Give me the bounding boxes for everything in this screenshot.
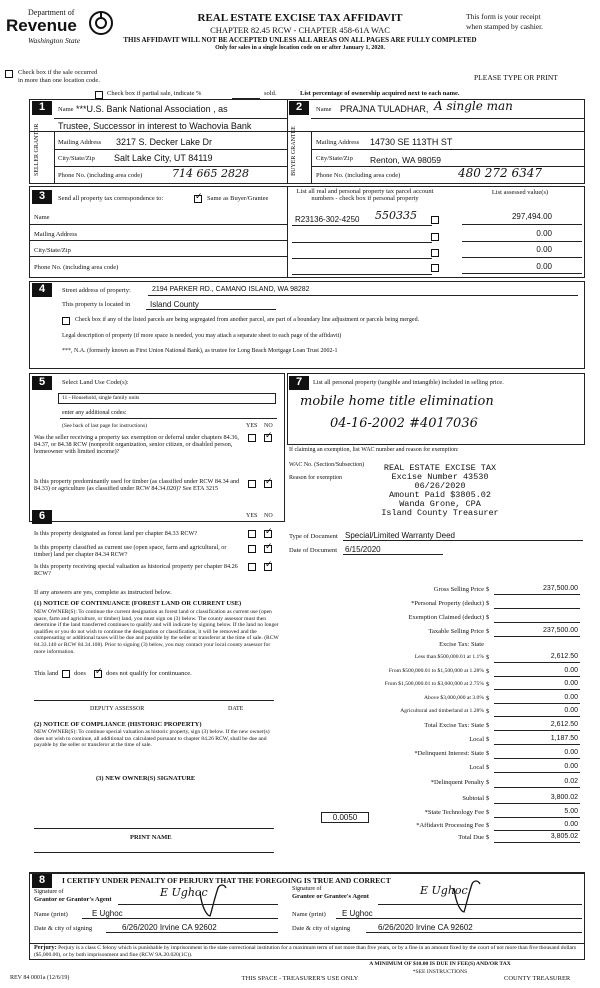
grantee-date-label: Date & city of signing: [292, 925, 351, 932]
this-land-label: This land: [34, 670, 59, 677]
county-field[interactable]: Island County: [150, 300, 199, 309]
legal-description-text: ***, N.A. (formerly known as First Union National Bank), as trustee for Long Beach Mortgage Loan Trust 2002-1: [62, 348, 338, 354]
parcel-list-header: List all real and personal property tax parcel account numbers - check box if personal property: [296, 188, 434, 202]
tax-row-line: [494, 817, 580, 818]
seller-name-line2[interactable]: Trustee, Successor in interest to Wachovia Bank: [58, 121, 252, 131]
tax-row-value[interactable]: 0.00: [564, 763, 578, 770]
tax-row-line: [494, 772, 580, 773]
tax-row-label: Agricultural and timberland at 1.28%: [400, 708, 484, 714]
does-label: does: [74, 670, 86, 677]
buyer-name-field[interactable]: PRAJNA TULADHAR,: [340, 104, 429, 114]
tax-row-dollar: $: [486, 822, 490, 829]
seller-name-field[interactable]: ***U.S. Bank National Association , as: [76, 104, 228, 114]
sec5-yes-label: YES: [246, 423, 258, 429]
grantor-signature-mark: [196, 880, 232, 920]
tax-row-line: [494, 636, 580, 637]
section-7-badge: 7: [289, 376, 309, 390]
stamp-line-6: Island County Treasurer: [381, 508, 499, 518]
tax-row-line: [494, 758, 580, 759]
sec6-yes-label: YES: [246, 513, 258, 519]
if-yes-instructions: If any answers are yes, complete as instructed below.: [34, 589, 172, 596]
personal-property-handwritten-2: 04-16-2002 #4017036: [330, 416, 478, 431]
corr-address-label: Mailing Address: [34, 231, 78, 238]
street-address-label: Street address of property:: [62, 287, 131, 294]
seller-phone-label: Phone No. (including area code): [58, 172, 143, 179]
tax-row-label: From $500,000.01 to $1,500,000 at 1.28%: [388, 668, 484, 674]
personal-property-label: List all personal property (tangible and intangible) included in selling price.: [313, 379, 504, 386]
grantee-sig-label-1: Signature of: [292, 886, 322, 892]
tax-row-value[interactable]: 2,612.50: [550, 721, 578, 728]
doc-type-field[interactable]: Special/Limited Warranty Deed: [345, 531, 455, 540]
same-as-buyer-label: Same as Buyer/Grantee: [207, 195, 269, 202]
partial-sold-label: sold.: [264, 90, 277, 97]
seller-city-label: City/State/Zip: [58, 155, 95, 162]
tax-row-label: Local: [469, 736, 484, 743]
tax-row-dollar: $: [486, 809, 490, 816]
notice-continuance-title: (1) NOTICE OF CONTINUANCE (FOREST LAND OR CURRENT USE): [34, 600, 242, 607]
grantor-signature[interactable]: E Ughoc: [160, 886, 208, 899]
seller-address-label: Mailing Address: [58, 139, 102, 146]
tax-row-value[interactable]: 5.00: [564, 808, 578, 815]
tax-row-label: Local: [469, 764, 484, 771]
logo-state: Washington State: [28, 36, 81, 45]
assessor-date-label: DATE: [228, 706, 244, 712]
assessed-value-3[interactable]: 0.00: [536, 245, 552, 254]
grantee-name-label: Name (print): [292, 911, 326, 918]
buyer-phone-field[interactable]: 480 272 6347: [458, 166, 542, 180]
additional-codes-label: enter any additional codes:: [62, 410, 127, 416]
assessed-value-1[interactable]: 297,494.00: [511, 212, 552, 221]
notice-continuance-body: NEW OWNER(S): To continue the current designation as forest land or classification as current use (open space, farm and agriculture, or timber) land, you must sign on (3) below. The county assessor must then determine if the land transferred continues to qualify and will indicate by signing below. If the land no longer qualifies or you do not wish to continue the designation or classification, it will be removed and the compensating or additional taxes will be due and payable by the seller or transferor at the time of sale. (RCW 84.33.140 or RCW 84.34.108). Prior to signing (3) below, you may contact your local county assessor for more information.: [34, 609, 279, 655]
tax-row-line: [494, 830, 580, 831]
tax-row-value[interactable]: 237,500.00: [542, 627, 578, 634]
multi-location-label-2: in more than one location code.: [18, 77, 100, 84]
print-name-label: PRINT NAME: [130, 834, 172, 841]
tax-row-line: [494, 716, 580, 717]
doc-date-field[interactable]: 6/15/2020: [345, 545, 381, 554]
county-treasurer-copy: COUNTY TREASURER: [504, 975, 571, 982]
section-1-badge: 1: [32, 101, 52, 115]
certification-statement: I CERTIFY UNDER PENALTY OF PERJURY THAT THE FOREGOING IS TRUE AND CORRECT: [62, 876, 391, 885]
perjury-text: Perjury is a class C felony which is punishable by imprisonment in the state correctional institution for a maximum term of not more than five years, or by a fine in an amount fixed by the court of not more than five thousand dollars ($5,000.00), or by both imprisonment and fine (RCW 9A.20.020(1C)).: [34, 945, 577, 958]
grantor-sig-label-2: Grantor or Grantor's Agent: [34, 896, 112, 903]
grantor-name-label: Name (print): [34, 911, 68, 918]
tax-row-dollar: $: [486, 614, 490, 621]
see-instructions-note: *SEE INSTRUCTIONS: [412, 969, 468, 975]
tax-row-label: Above $3,000,000 at 3.0%: [424, 695, 484, 701]
local-rate-value: 0.0050: [332, 813, 358, 822]
tax-row-line: [494, 622, 580, 623]
buyer-role-label: BUYER GRANTEE: [291, 126, 297, 176]
land-use-label: Select Land Use Code(s):: [62, 379, 129, 386]
tax-row-line: [494, 689, 580, 690]
deputy-assessor-label: DEPUTY ASSESSOR: [90, 706, 145, 712]
tax-row-line: [494, 842, 580, 843]
seller-role-label: SELLER GRANTOR: [34, 123, 40, 176]
stamp-line-2: Excise Number 43530: [391, 472, 489, 482]
parcel-number-1[interactable]: R23136-302-4250: [295, 215, 360, 224]
tax-row-line: [494, 676, 580, 677]
tax-row-value[interactable]: 0.00: [564, 821, 578, 828]
tax-row-dollar: $: [486, 681, 490, 688]
grantee-signature[interactable]: E Ughoc: [420, 884, 468, 897]
grantee-sig-label-2: Grantee or Grantee's Agent: [292, 893, 369, 900]
tax-row-value[interactable]: 1,187.50: [550, 735, 578, 742]
tax-row-label: Gross Selling Price: [433, 586, 484, 593]
tax-row-dollar: $: [486, 708, 490, 715]
logo-revenue: Revenue: [6, 16, 77, 35]
corr-phone-label: Phone No. (including area code): [34, 264, 119, 271]
parcel-handwritten: 550335: [375, 209, 417, 222]
stamp-line-4: Amount Paid $3805.02: [388, 490, 492, 500]
land-use-code-value: 11 - Household, single family units: [62, 395, 140, 401]
tax-row-value[interactable]: 3,805.02: [550, 833, 578, 840]
exemption-question: Was the seller receiving a property tax exemption or deferral under chapters 84.36, 84.37, or 84.38 RCW (nonprofit organization, senior citizen, or disabled person, homeowner with limited income)?: [34, 434, 239, 456]
assessed-value-header: List assessed value(s): [491, 189, 549, 196]
segregation-label: Check box if any of the listed parcels are being segregated from another parcel, are part of a boundary line adjustment or parcels being merged.: [75, 317, 420, 323]
personal-property-handwritten-1: mobile home title elimination: [300, 394, 494, 409]
wac-number-label: WAC No. (Section/Subsection): [289, 462, 365, 468]
forest-land-question: Is this property designated as forest land per chapter 84.33 RCW?: [34, 530, 198, 537]
tax-row-dollar: $: [486, 628, 490, 635]
see-instructions-label: (See back of last page for instructions): [62, 423, 147, 429]
form-note: Only for sales in a single location code on or after January 1, 2020.: [215, 45, 385, 51]
tax-row-line: [494, 803, 580, 804]
tax-row-dollar: $: [486, 764, 490, 771]
tax-row-line: [494, 787, 580, 788]
seller-address-field[interactable]: 3217 S. Decker Lake Dr: [116, 137, 213, 147]
tax-row-dollar: $: [486, 834, 490, 841]
tax-row-value[interactable]: 2,612.50: [550, 653, 578, 660]
stamp-line-1: REAL ESTATE EXCISE TAX: [383, 463, 497, 473]
perjury-statement: [34, 945, 582, 958]
sec5-no-label: NO: [264, 423, 273, 429]
tax-row-label: *State Technology Fee: [424, 809, 484, 816]
tax-row-line: [494, 662, 580, 663]
tax-row-label: *Delinquent Interest: State: [414, 750, 484, 757]
county-label: This property is located in: [62, 301, 131, 308]
tax-row-dollar: $: [486, 736, 490, 743]
partial-sale-label: Check box if partial sale, indicate %: [107, 90, 202, 97]
tax-row-label: Excise Tax: State: [439, 641, 484, 648]
notice-compliance-body: NEW OWNER(S): To continue special valuation as historic property, sign (3) below. If the new owner(s) does not wish to continue, all additional tax calculated pursuant to chapter 84.26 RCW, shall be due and payable by the seller or transferor at the time of sale.: [34, 729, 270, 749]
tax-row-label: *Delinquent Penalty: [430, 779, 484, 786]
street-address-field[interactable]: 2194 PARKER RD., CAMANO ISLAND, WA 98282: [152, 286, 310, 293]
buyer-city-label: City/State/Zip: [316, 155, 353, 162]
tax-row-dollar: $: [486, 668, 490, 675]
tax-row-value[interactable]: 0.00: [564, 680, 578, 687]
seller-phone-field[interactable]: 714 665 2828: [172, 167, 249, 180]
form-number: REV 84 0001a (12/6/19): [10, 975, 70, 981]
notice-compliance-title: (2) NOTICE OF COMPLIANCE (HISTORIC PROPERTY): [34, 721, 202, 728]
grantor-sig-label-1: Signature of: [34, 889, 64, 895]
exemption-claim-label: If claiming an exemption, list WAC number and reason for exemption:: [289, 447, 459, 453]
correspondence-label: Send all property tax correspondence to:: [58, 195, 164, 202]
seller-name-label: Name: [58, 106, 74, 113]
tax-row-dollar: $: [486, 722, 490, 729]
buyer-city-field[interactable]: Renton, WA 98059: [370, 155, 442, 165]
grantor-date-label: Date & city of signing: [34, 925, 93, 932]
tax-row-value[interactable]: 0.02: [564, 778, 578, 785]
tax-row-label: Subtotal: [462, 795, 484, 802]
tax-row-dollar: $: [486, 795, 490, 802]
buyer-address-field[interactable]: 14730 SE 113TH ST: [370, 137, 453, 147]
tax-row-value[interactable]: 3,800.02: [550, 794, 578, 801]
corr-name-label: Name: [34, 214, 50, 221]
seller-city-field[interactable]: Salt Lake City, UT 84119: [114, 153, 213, 163]
buyer-phone-label: Phone No. (including area code): [316, 172, 401, 179]
tax-row-label: From $1,500,000.01 to $3,000,000 at 2.75%: [384, 681, 484, 687]
tax-row-label: Total Excise Tax: State: [424, 722, 484, 729]
legal-description-label: Legal description of property (if more space is needed, you may attach a separate sheet to each page of the affidavit): [62, 333, 342, 339]
grantor-name-field[interactable]: E Ughoc: [92, 909, 123, 918]
tax-row-label: Exemption Claimed (deduct): [408, 614, 484, 621]
stamp-line-3: 06/26/2020: [414, 481, 466, 491]
stamp-line-5: Wanda Grone, CPA: [399, 499, 481, 509]
tax-row-value[interactable]: 0.00: [564, 707, 578, 714]
doc-date-label: Date of Document: [289, 547, 338, 554]
tax-row-dollar: $: [486, 654, 490, 661]
exemption-reason-label: Reason for exemption: [289, 475, 342, 481]
tax-row-dollar: $: [486, 779, 490, 786]
tax-row-label: Total Due: [458, 834, 484, 841]
does-not-qualify-label: does not qualify for continuance.: [106, 670, 192, 677]
section-2-badge: 2: [289, 101, 309, 115]
tax-row-label: Taxable Selling Price: [428, 628, 484, 635]
tax-row-value[interactable]: 0.00: [564, 667, 578, 674]
buyer-address-label: Mailing Address: [316, 139, 360, 146]
tax-row-dollar: $: [486, 600, 490, 607]
minimum-due-note: A MINIMUM OF $10.00 IS DUE IN FEE(S) AND/OR TAX: [369, 961, 511, 967]
grantee-signature-mark: [450, 876, 486, 916]
tax-row-line: [494, 730, 580, 731]
grantor-date-field[interactable]: 6/26/2020 Irvine CA 92602: [122, 923, 217, 932]
corr-city-label: City/State/Zip: [34, 247, 71, 254]
ownership-note: List percentage of ownership acquired next to each name.: [300, 90, 460, 97]
print-note: PLEASE TYPE OR PRINT: [474, 73, 558, 82]
tax-row-dollar: $: [486, 695, 490, 702]
section-6-badge: 6: [32, 510, 52, 524]
treasurer-use-only: THIS SPACE - TREASURER'S USE ONLY: [241, 975, 359, 982]
tax-row-label: *Personal Property (deduct): [411, 600, 484, 607]
assessed-value-4[interactable]: 0.00: [536, 262, 552, 271]
grantee-date-field[interactable]: 6/26/2020 Irvine CA 92602: [378, 923, 473, 932]
form-subtitle: CHAPTER 82.45 RCW - CHAPTER 458-61A WAC: [210, 25, 390, 35]
timber-question: Is this property predominantly used for timber (as classified under RCW 84.34 and 84.33) or agriculture (as classified under RCW 84.34.020)? See ETA 3215: [34, 478, 240, 493]
receipt-note-2: when stamped by cashier.: [466, 22, 544, 31]
tax-row-line: [494, 703, 580, 704]
tax-row-dollar: $: [486, 586, 490, 593]
logo-dept: Department of: [28, 8, 75, 17]
form-warning: THIS AFFIDAVIT WILL NOT BE ACCEPTED UNLESS ALL AREAS ON ALL PAGES ARE FULLY COMPLETED: [123, 36, 477, 44]
perjury-label: Perjury:: [34, 944, 57, 951]
receipt-note-1: This form is your receipt: [466, 12, 541, 21]
doc-type-label: Type of Document: [289, 533, 338, 540]
multi-location-label-1: Check box if the sale occurred: [18, 69, 98, 76]
tax-row-label: Less than $500,000.01 at 1.1%: [414, 654, 484, 660]
section-5-badge: 5: [32, 376, 52, 390]
buyer-name-label: Name: [316, 106, 332, 113]
tax-row-line: [494, 608, 580, 609]
tax-row-value[interactable]: 0.00: [564, 749, 578, 756]
tax-row-label: *Affidavit Processing Fee: [416, 822, 484, 829]
current-use-question: Is this property classified as current use (open space, farm and agricultural, or timber) land per chapter 84.34 RCW?: [34, 544, 227, 559]
tax-row-line: [494, 744, 580, 745]
grantee-name-field[interactable]: E Ughoc: [342, 909, 373, 918]
section-3-badge: 3: [32, 190, 52, 204]
buyer-name-handwritten: A single man: [434, 99, 513, 113]
form-title: REAL ESTATE EXCISE TAX AFFIDAVIT: [197, 12, 403, 24]
tax-row-line: [494, 594, 580, 595]
section-4-badge: 4: [32, 283, 52, 297]
tax-row-value[interactable]: 0.00: [564, 694, 578, 701]
new-owner-signature-label: (3) NEW OWNER(S) SIGNATURE: [96, 775, 196, 782]
assessed-value-2[interactable]: 0.00: [536, 229, 552, 238]
section-8-badge: 8: [32, 874, 52, 888]
sec6-no-label: NO: [264, 513, 273, 519]
tax-row-value[interactable]: 237,500.00: [542, 585, 578, 592]
tax-row-dollar: $: [486, 750, 490, 757]
historic-question: Is this property receiving special valuation as historical property per chapter 84.26 RCW?: [34, 563, 238, 578]
